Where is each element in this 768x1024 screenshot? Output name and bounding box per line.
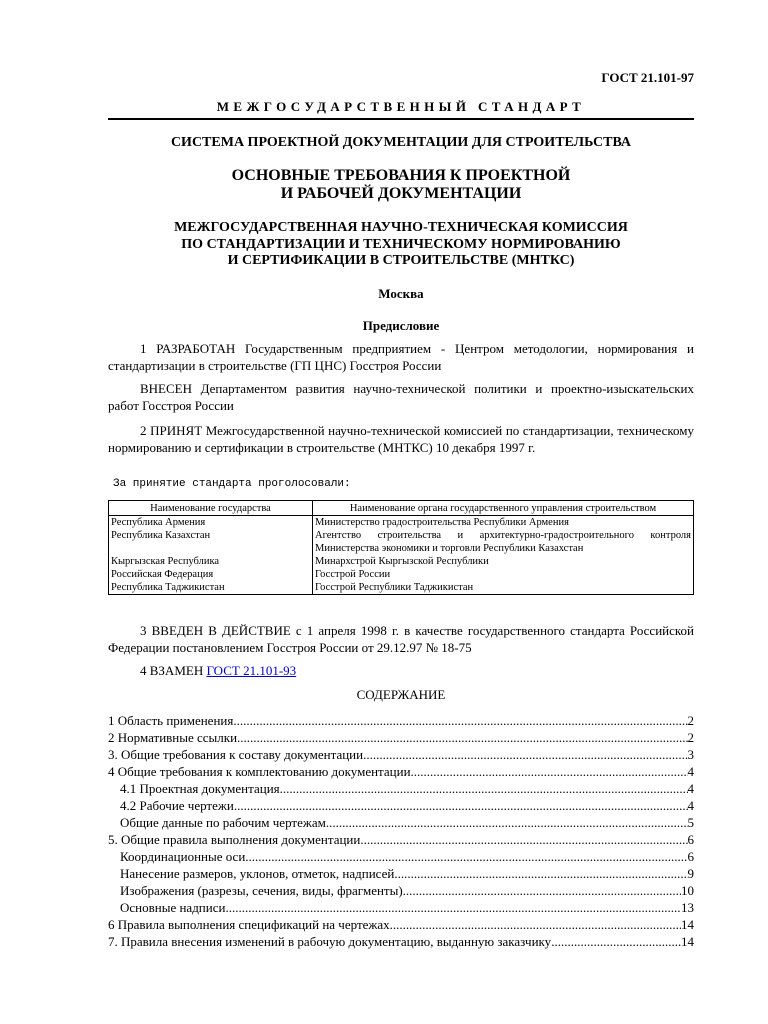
document-title-line1: ОСНОВНЫЕ ТРЕБОВАНИЯ К ПРОЕКТНОЙ — [231, 167, 571, 184]
toc-item-page: 4 — [687, 781, 694, 796]
table-cell-state: Республика Таджикистан — [109, 581, 313, 595]
table-row — [109, 529, 694, 555]
toc-leader — [280, 780, 688, 797]
toc-leader — [403, 882, 681, 899]
toc-item-page: 10 — [681, 883, 694, 898]
foreword-replaces — [108, 663, 694, 680]
toc-leader — [551, 933, 681, 950]
toc-item-title: 4 Общие требования к комплектованию документации — [108, 764, 411, 779]
toc-item[interactable] — [108, 729, 694, 746]
toc-item-page: 4 — [687, 764, 694, 779]
toc-item-title: 6 Правила выполнения спецификаций на чертежах — [108, 917, 390, 932]
foreword-introduced: ВНЕСЕН Департаментом развития научно-технической политики и проектно-изыскательских работ Госстроя России — [108, 381, 694, 413]
standard-type: МЕЖГОСУДАРСТВЕННЫЙ СТАНДАРТ — [216, 99, 586, 114]
toc-item[interactable] — [108, 797, 694, 814]
toc-leader — [237, 729, 687, 746]
commission-line1: МЕЖГОСУДАРСТВЕННАЯ НАУЧНО-ТЕХНИЧЕСКАЯ КОМИССИЯ — [174, 220, 628, 235]
states-table — [108, 500, 694, 595]
document-title — [108, 167, 694, 203]
toc-item-page: 6 — [687, 849, 694, 864]
toc-item-page: 14 — [681, 934, 694, 949]
system-title: СИСТЕМА ПРОЕКТНОЙ ДОКУМЕНТАЦИИ ДЛЯ СТРОИТЕЛЬСТВА — [170, 135, 632, 150]
toc-item[interactable] — [108, 848, 694, 865]
table-cell-state: Кыргызская Республика — [109, 555, 313, 568]
toc-item-title: 5. Общие правила выполнения документации — [108, 832, 361, 847]
foreword-enacted: 3 ВВЕДЕН В ДЕЙСТВИЕ с 1 апреля 1998 г. в качестве государственного стандарта Российской Федерации постановлением Госстроя России от 29.12.97 № 18-75 — [108, 623, 694, 655]
toc-item-title: Изображения (разрезы, сечения, виды, фрагменты) — [120, 883, 403, 898]
table-row — [109, 568, 694, 581]
table-cell-organ: Госстрой Республики Таджикистан — [313, 581, 694, 595]
toc-item-page: 13 — [681, 900, 694, 915]
toc-leader — [390, 916, 681, 933]
toc-item-title: 4.2 Рабочие чертежи — [120, 798, 234, 813]
foreword-heading: Предисловие — [362, 318, 440, 333]
toc-item[interactable] — [108, 882, 694, 899]
toc-item-title: Основные надписи — [120, 900, 226, 915]
toc-item-page: 9 — [687, 866, 694, 881]
toc-leader — [326, 814, 688, 831]
replaces-label: 4 ВЗАМЕН — [140, 663, 204, 678]
toc-item-title: Координационные оси — [120, 849, 246, 864]
table-row — [109, 516, 694, 530]
toc-item-page: 14 — [681, 917, 694, 932]
toc-item[interactable] — [108, 814, 694, 831]
table-cell-state: Республика Казахстан — [109, 529, 313, 555]
toc-item-page: 3 — [687, 747, 694, 762]
toc-leader — [363, 746, 687, 763]
toc-leader — [245, 848, 687, 865]
table-row — [109, 581, 694, 595]
table-cell-organ: Министерство градостроительства Республики Армения — [313, 516, 694, 530]
city: Москва — [378, 286, 424, 301]
commission-line3: И СЕРТИФИКАЦИИ В СТРОИТЕЛЬСТВЕ (МНТКС) — [227, 253, 575, 268]
gost-number: ГОСТ 21.101-97 — [601, 70, 694, 85]
toc-item-title: Общие данные по рабочим чертежам — [120, 815, 326, 830]
toc-item-page: 4 — [687, 798, 694, 813]
toc-leader — [411, 763, 688, 780]
voted-label: За принятие стандарта проголосовали: — [113, 478, 351, 490]
toc-item[interactable] — [108, 899, 694, 916]
toc-item-title: 7. Правила внесения изменений в рабочую документацию, выданную заказчику — [108, 934, 552, 949]
toc-item-page: 6 — [687, 832, 694, 847]
toc-leader — [234, 797, 688, 814]
toc-leader — [394, 865, 687, 882]
foreword-developed: 1 РАЗРАБОТАН Государственным предприятием - Центром методологии, нормирования и стандартизации в строительстве (ГП ЦНС) Госстроя России — [108, 341, 694, 373]
toc-item[interactable] — [108, 933, 694, 950]
toc-item[interactable] — [108, 916, 694, 933]
toc-item[interactable] — [108, 712, 694, 729]
table-cell-organ: Госстрой России — [313, 568, 694, 581]
toc-item-title: 2 Нормативные ссылки — [108, 730, 238, 745]
table-header-organ: Наименование органа государственного управления строительством — [313, 501, 694, 516]
toc-leader — [360, 831, 687, 848]
table-cell-state: Российская Федерация — [109, 568, 313, 581]
toc-item-title: 1 Область применения — [108, 713, 234, 728]
contents-heading: СОДЕРЖАНИЕ — [356, 687, 446, 702]
header-rule — [108, 118, 694, 120]
toc-item-page: 2 — [687, 730, 694, 745]
foreword-adopted: 2 ПРИНЯТ Межгосударственной научно-технической комиссией по стандартизации, техническому нормированию и сертификации в строительстве (МНТКС) 10 декабря 1997 г. — [108, 423, 694, 455]
table-row — [109, 555, 694, 568]
table-cell-organ: Агентство строительства и архитектурно-градостроительного контроля Министерства экономики и торговли Республики Казахстан — [313, 529, 694, 555]
toc-leader — [233, 712, 687, 729]
document-title-line2: И РАБОЧЕЙ ДОКУМЕНТАЦИИ — [280, 185, 522, 202]
toc-leader — [225, 899, 681, 916]
toc-item-title: 3. Общие требования к составу документации — [108, 747, 364, 762]
commission-line2: ПО СТАНДАРТИЗАЦИИ И ТЕХНИЧЕСКОМУ НОРМИРОВАНИЮ — [181, 236, 621, 252]
replaced-standard-link[interactable]: ГОСТ 21.101-93 — [206, 663, 297, 678]
toc-item[interactable] — [108, 746, 694, 763]
table-cell-organ: Минархстрой Кыргызской Республики — [313, 555, 694, 568]
toc-item[interactable] — [108, 763, 694, 780]
toc-item[interactable] — [108, 831, 694, 848]
toc-item-title: 4.1 Проектная документация — [120, 781, 280, 796]
toc-item[interactable] — [108, 865, 694, 882]
toc-item-page: 2 — [687, 713, 694, 728]
toc-item[interactable] — [108, 780, 694, 797]
toc-item-page: 5 — [687, 815, 694, 830]
table-of-contents — [108, 712, 694, 950]
commission-title — [108, 220, 694, 270]
table-cell-state: Республика Армения — [109, 516, 313, 530]
toc-item-title: Нанесение размеров, уклонов, отметок, надписей — [120, 866, 395, 881]
table-header-state: Наименование государства — [109, 501, 313, 516]
